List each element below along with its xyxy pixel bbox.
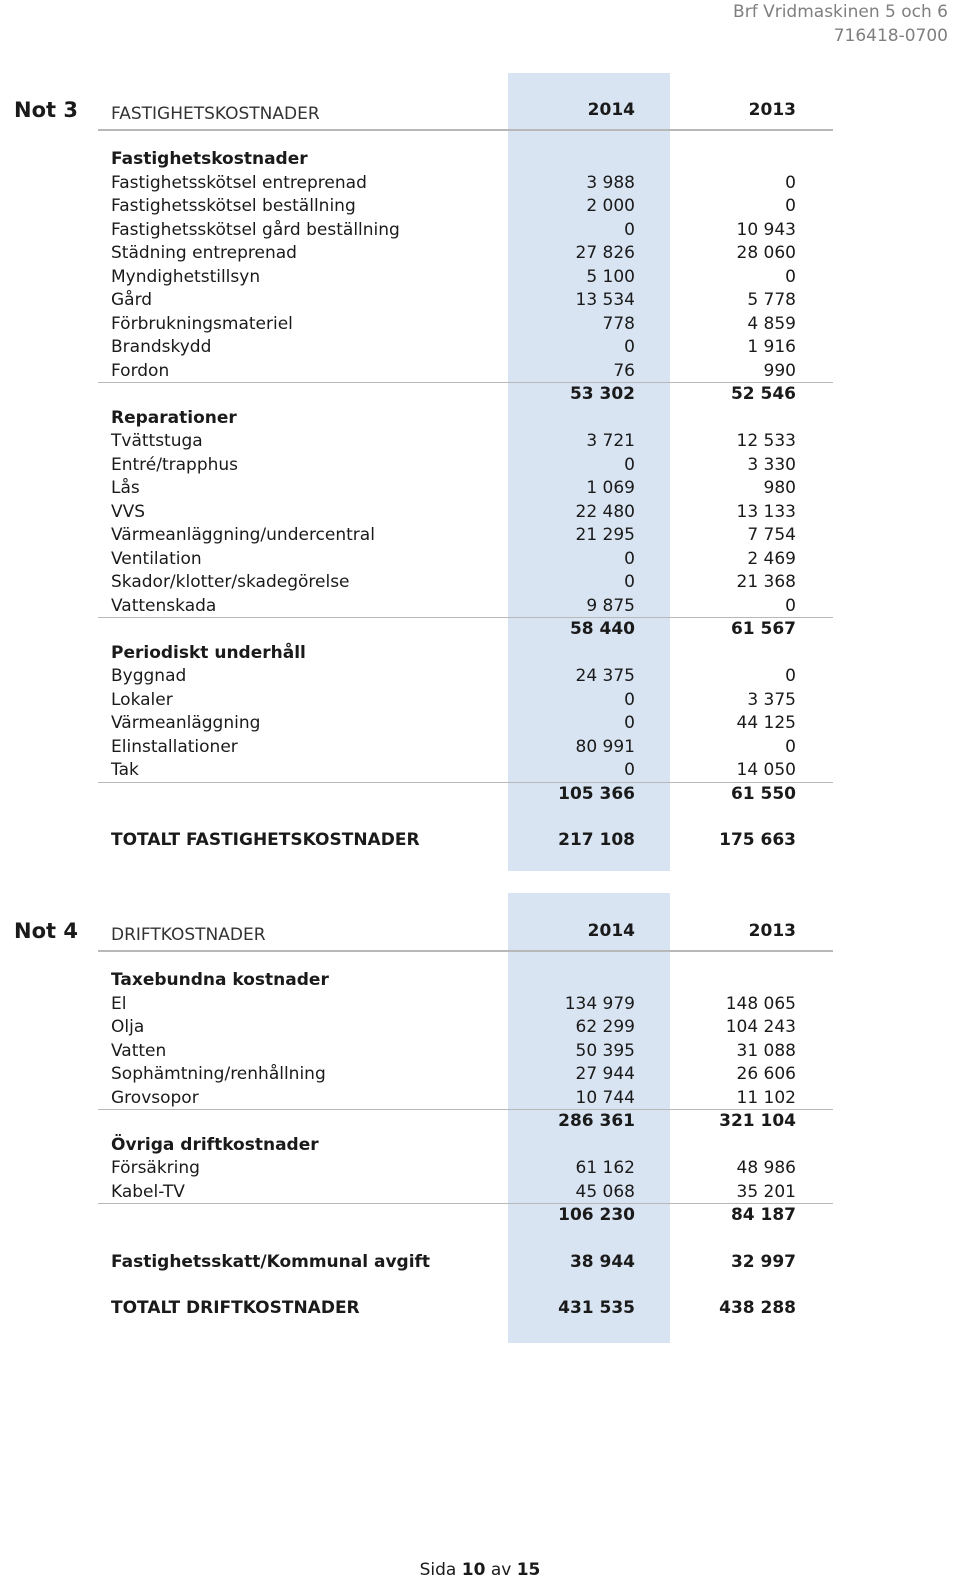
value-2013: 13 133: [736, 501, 796, 522]
value-2013: 84 187: [730, 1205, 796, 1225]
note4-header-rule: [98, 950, 833, 952]
table-row: [0, 172, 960, 196]
row-label: TOTALT FASTIGHETSKOSTNADER: [111, 830, 420, 850]
note4-year-current: 2014: [587, 921, 635, 941]
table-row: [0, 524, 960, 548]
value-2013: 4 859: [747, 313, 796, 334]
value-2014: 27 944: [575, 1064, 635, 1084]
value-2013: 104 243: [725, 1017, 796, 1037]
table-row: [0, 289, 960, 313]
table-row: [0, 1157, 960, 1181]
subtotal-row: [0, 1110, 960, 1134]
value-2014: 0: [624, 219, 635, 240]
value-2014: 2 000: [586, 196, 635, 216]
value-2014: 80 991: [575, 736, 635, 757]
value-2013: 32 997: [730, 1251, 796, 1272]
note3-header: [0, 88, 960, 128]
value-2014: 5 100: [586, 266, 635, 287]
table-row: [0, 1087, 960, 1111]
value-2013: 26 606: [736, 1064, 796, 1084]
row-label: Byggnad: [111, 666, 187, 686]
row-label: Periodiskt underhåll: [111, 642, 306, 663]
table-row: [0, 571, 960, 595]
row-label: Reparationer: [111, 407, 237, 428]
value-2013: 0: [785, 595, 796, 616]
note3-title: FASTIGHETSKOSTNADER: [111, 104, 320, 124]
value-2013: 148 065: [725, 993, 796, 1014]
table-row: [0, 689, 960, 713]
group-heading-row: [0, 642, 960, 666]
row-label: Sophämtning/renhållning: [111, 1064, 326, 1084]
table-row: [0, 1297, 960, 1321]
value-2013: 0: [785, 736, 796, 757]
organization-name: Brf Vridmaskinen 5 och 6: [733, 2, 948, 22]
value-2014: 286 361: [558, 1111, 635, 1131]
organization-number: 716418-0700: [833, 26, 948, 46]
note3-table: [0, 148, 960, 853]
value-2013: 11 102: [736, 1087, 796, 1108]
table-row: [0, 360, 960, 384]
table-row: [0, 1063, 960, 1087]
note4-number: Not 4: [14, 919, 78, 943]
note4-table: [0, 969, 960, 1321]
page-header: [733, 0, 948, 48]
table-row: [0, 736, 960, 760]
subtotal-row: [0, 1204, 960, 1228]
row-label: Värmeanläggning: [111, 713, 261, 733]
value-2014: 3 988: [586, 172, 635, 193]
value-2014: 38 944: [569, 1251, 635, 1272]
table-row: [0, 1251, 960, 1275]
value-2013: 0: [785, 666, 796, 686]
value-2014: 10 744: [575, 1087, 635, 1108]
value-2013: 12 533: [736, 431, 796, 451]
table-row: [0, 595, 960, 619]
value-2013: 21 368: [736, 572, 796, 592]
row-label: Myndighetstillsyn: [111, 266, 261, 287]
subtotal-row: [0, 618, 960, 642]
group-heading-row: [0, 148, 960, 172]
group-heading-row: [0, 407, 960, 431]
value-2014: 61 162: [575, 1158, 635, 1178]
row-label: Entré/trapphus: [111, 454, 239, 475]
value-2013: 3 330: [747, 454, 796, 475]
table-row: [0, 336, 960, 360]
value-2013: 175 663: [719, 830, 796, 850]
table-row: [0, 454, 960, 478]
value-2014: 0: [624, 760, 635, 780]
row-label: Tak: [111, 760, 139, 780]
value-2013: 31 088: [736, 1040, 796, 1061]
note3-number: Not 3: [14, 98, 78, 122]
value-2013: 28 060: [736, 243, 796, 263]
row-label: Ventilation: [111, 548, 202, 569]
value-2014: 134 979: [564, 993, 635, 1014]
value-2014: 0: [624, 454, 635, 475]
row-label: Fastighetskostnader: [111, 149, 308, 169]
value-2013: 5 778: [747, 290, 796, 310]
row-label: TOTALT DRIFTKOSTNADER: [111, 1298, 360, 1318]
row-label: Gård: [111, 290, 153, 310]
value-2013: 990: [763, 360, 796, 381]
value-2013: 48 986: [736, 1158, 796, 1178]
note4-header: [0, 909, 960, 949]
row-label: Lås: [111, 478, 140, 498]
table-row: [0, 242, 960, 266]
row-label: Skador/klotter/skadegörelse: [111, 572, 350, 592]
value-2013: 3 375: [747, 689, 796, 710]
value-2014: 431 535: [558, 1298, 635, 1318]
table-row: [0, 430, 960, 454]
value-2013: 0: [785, 196, 796, 216]
row-label: Tvättstuga: [111, 431, 203, 451]
row-label: Fordon: [111, 360, 170, 381]
table-row: [0, 195, 960, 219]
row-label: VVS: [111, 501, 146, 522]
table-row: [0, 477, 960, 501]
value-2013: 7 754: [747, 525, 796, 545]
footer-page-total: 15: [516, 1560, 541, 1580]
value-2014: 22 480: [575, 501, 635, 522]
value-2014: 53 302: [569, 384, 635, 404]
row-label: Elinstallationer: [111, 736, 238, 757]
value-2013: 35 201: [736, 1181, 796, 1202]
table-row: [0, 1040, 960, 1064]
table-row: [0, 993, 960, 1017]
value-2014: 50 395: [575, 1040, 635, 1061]
table-row: [0, 759, 960, 783]
value-2013: 52 546: [730, 384, 796, 404]
footer-page-number: 10: [461, 1560, 486, 1580]
group-heading-row: [0, 969, 960, 993]
value-2013: 44 125: [736, 713, 796, 733]
row-label: Olja: [111, 1017, 145, 1037]
table-row: [0, 712, 960, 736]
table-row: [0, 548, 960, 572]
value-2014: 0: [624, 689, 635, 710]
value-2014: 105 366: [558, 783, 635, 804]
value-2014: 27 826: [575, 243, 635, 263]
table-row: [0, 266, 960, 290]
table-row: [0, 665, 960, 689]
subtotal-row: [0, 383, 960, 407]
value-2014: 1 069: [586, 478, 635, 498]
row-label: Grovsopor: [111, 1087, 199, 1108]
value-2014: 0: [624, 548, 635, 569]
value-2013: 0: [785, 266, 796, 287]
table-row: [0, 219, 960, 243]
value-2013: 61 550: [730, 783, 796, 804]
value-2014: 0: [624, 572, 635, 592]
row-label: Vatten: [111, 1040, 167, 1061]
value-2013: 14 050: [736, 760, 796, 780]
row-label: Fastighetsskötsel gård beställning: [111, 219, 400, 240]
table-row: [0, 1181, 960, 1205]
note3-year-current: 2014: [587, 100, 635, 120]
table-row: [0, 1016, 960, 1040]
value-2013: 321 104: [719, 1111, 796, 1131]
value-2014: 58 440: [569, 619, 635, 639]
note4-year-previous: 2013: [748, 921, 796, 941]
footer-of: av: [490, 1560, 512, 1580]
row-label: Försäkring: [111, 1158, 200, 1178]
row-label: Brandskydd: [111, 337, 212, 357]
value-2013: 61 567: [730, 619, 796, 639]
value-2014: 3 721: [586, 431, 635, 451]
value-2014: 0: [624, 337, 635, 357]
row-label: El: [111, 993, 127, 1014]
row-label: Förbrukningsmateriel: [111, 313, 293, 334]
value-2014: 106 230: [558, 1205, 635, 1225]
value-2014: 76: [613, 360, 635, 381]
value-2014: 13 534: [575, 290, 635, 310]
row-label: Övriga driftkostnader: [111, 1134, 319, 1155]
value-2014: 21 295: [575, 525, 635, 545]
spacer-row: [0, 1228, 960, 1251]
value-2013: 980: [763, 478, 796, 498]
row-label: Kabel-TV: [111, 1181, 185, 1202]
table-row: [0, 501, 960, 525]
footer-prefix: Sida: [419, 1560, 457, 1580]
spacer-row: [0, 1274, 960, 1297]
table-row: [0, 313, 960, 337]
value-2013: 10 943: [736, 219, 796, 240]
note3-year-previous: 2013: [748, 100, 796, 120]
row-label: Lokaler: [111, 689, 173, 710]
value-2014: 62 299: [575, 1017, 635, 1037]
row-label: Fastighetsskatt/Kommunal avgift: [111, 1251, 431, 1272]
value-2014: 24 375: [575, 666, 635, 686]
note3-header-rule: [98, 129, 833, 131]
value-2013: 2 469: [747, 548, 796, 569]
value-2014: 778: [602, 313, 635, 334]
value-2014: 0: [624, 713, 635, 733]
row-label: Värmeanläggning/undercentral: [111, 525, 375, 545]
table-row: [0, 829, 960, 853]
subtotal-row: [0, 783, 960, 807]
row-label: Fastighetsskötsel entreprenad: [111, 172, 367, 193]
value-2014: 217 108: [558, 830, 635, 850]
value-2013: 1 916: [747, 337, 796, 357]
page-footer: [0, 1560, 960, 1580]
group-heading-row: [0, 1134, 960, 1158]
row-label: Fastighetsskötsel beställning: [111, 196, 356, 216]
note4-title: DRIFTKOSTNADER: [111, 925, 266, 945]
value-2014: 9 875: [586, 595, 635, 616]
row-label: Städning entreprenad: [111, 243, 297, 263]
row-label: Taxebundna kostnader: [111, 970, 329, 990]
row-label: Vattenskada: [111, 595, 217, 616]
value-2013: 0: [785, 172, 796, 193]
spacer-row: [0, 806, 960, 829]
value-2013: 438 288: [719, 1298, 796, 1318]
value-2014: 45 068: [575, 1181, 635, 1202]
